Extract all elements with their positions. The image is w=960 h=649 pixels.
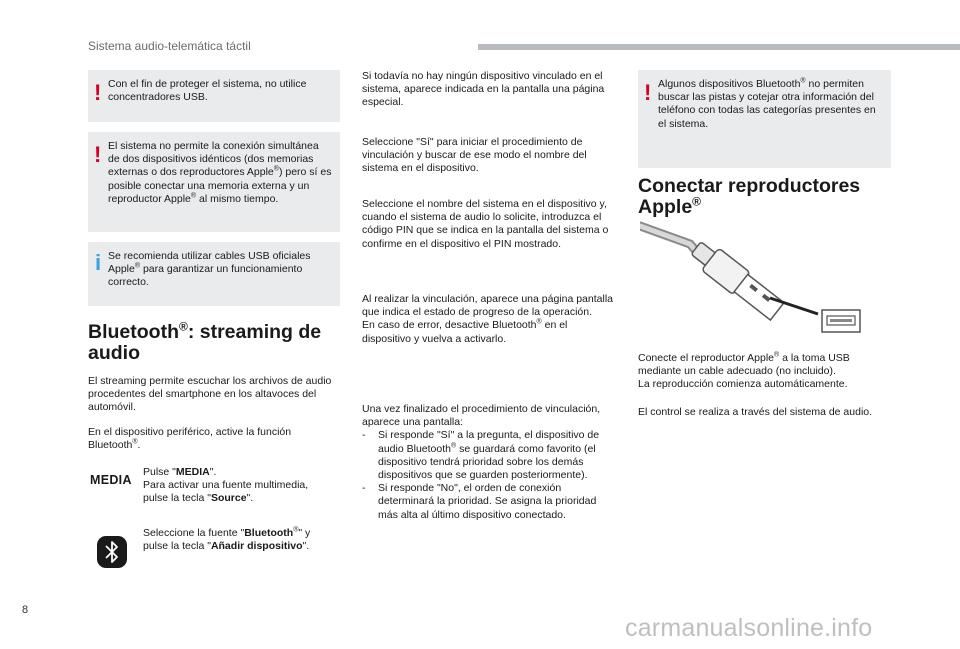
paragraph-select-system-name: Seleccione el nombre del sistema en el dispositivo y, cuando el sistema de audio lo solicite, introduzca el código PIN que se indica en la pantalla del sistema o confirme en el dispositivo el PIN mostrado. — [362, 198, 609, 250]
note-text: Algunos dispositivos Bluetooth® no permiten buscar las pistas y cotejar otra información del teléfono con todas las categorías presentes en el sistema. — [658, 77, 876, 130]
warning-note-simultaneous — [88, 132, 340, 232]
paragraph-streaming: El streaming permite escuchar los archivos de audio procedentes del smartphone en los altavoces del automóvil. — [88, 375, 332, 414]
paragraph-no-device: Si todavía no hay ningún dispositivo vinculado en el sistema, aparece indicada en la pantalla una página especial. — [362, 70, 605, 109]
watermark: carmanualsonline.info — [625, 614, 873, 642]
info-icon: i — [95, 250, 102, 275]
warning-icon: ! — [644, 80, 652, 105]
info-note-usb-cables — [88, 242, 340, 306]
note-text: El sistema no permite la conexión simultánea de dos dispositivos idénticos (dos memorias externas o dos reproductores Apple®) pero sí es posible conectar una memoria externa y un reproductor Apple® al mismo tiempo. — [108, 140, 332, 205]
warning-icon: ! — [94, 80, 102, 105]
page-header-title: Sistema audio-telemática táctil — [88, 39, 251, 53]
section-heading-bluetooth: Bluetooth®: streaming de audio — [88, 319, 322, 364]
note-text: Se recomienda utilizar cables USB oficiales Apple® para garantizar un funcionamiento correcto. — [108, 250, 311, 289]
list-item: - Si responde "No", el orden de conexión determinará la prioridad. Se asigna la prioridad más alta al último dispositivo conectado. — [362, 482, 597, 521]
section-heading-apple: Conectar reproductores Apple® — [638, 175, 861, 218]
warning-icon: ! — [94, 142, 102, 167]
bluetooth-icon — [96, 535, 128, 569]
note-text: Con el fin de proteger el sistema, no utilice concentradores USB. — [108, 78, 307, 104]
paragraph-activate-bluetooth: En el dispositivo periférico, active la función Bluetooth®. — [88, 426, 292, 452]
warning-note-bluetooth-devices — [638, 70, 891, 168]
header-divider-bar — [478, 44, 960, 50]
paragraph-audio-control: El control se realiza a través del sistema de audio. — [638, 406, 873, 418]
paragraph-pairing-complete: Una vez finalizado el procedimiento de vinculación, aparece una pantalla: - Si responde "Sí" a la pregunta, el dispositivo de audio Bluetooth® se guardará como favorito (el dispositivo tendrá prioridad sobre los demás dispositivos que se guarden posteriormente). - Si responde "No", el orden de conexión determinará la prioridad. Se asigna la prioridad más alta al último dispositivo conectado. — [362, 403, 617, 522]
paragraph-select-bluetooth-source: Seleccione la fuente "Bluetooth®" y pulse la tecla "Añadir dispositivo". — [143, 526, 311, 553]
usb-connector-illustration — [640, 218, 872, 338]
list-item: - Si responde "Sí" a la pregunta, el dispositivo de audio Bluetooth® se guardará como favorito (el dispositivo tendrá prioridad sobre los demás dispositivos que se guarden posteriormente). — [362, 429, 600, 482]
paragraph-pairing-progress: Al realizar la vinculación, aparece una página pantalla que indica el estado de progreso de la operación. En caso de error, desactive Bluetooth® en el dispositivo y vuelva a activarlo. — [362, 293, 613, 345]
paragraph-connect-apple: Conecte el reproductor Apple® a la toma USB mediante un cable adecuado (no incluido). La reproducción comienza automáticamente. — [638, 351, 850, 391]
paragraph-select-yes: Seleccione "Sí" para iniciar el procedimiento de vinculación y buscar de ese modo el nombre del sistema en el dispositivo. — [362, 136, 587, 175]
paragraph-media-instructions: Pulse "MEDIA". Para activar una fuente multimedia, pulse la tecla "Source". — [143, 466, 309, 505]
media-button-icon: MEDIA — [90, 473, 132, 487]
warning-note-usb-hubs — [88, 70, 340, 122]
page-number: 8 — [22, 604, 29, 616]
